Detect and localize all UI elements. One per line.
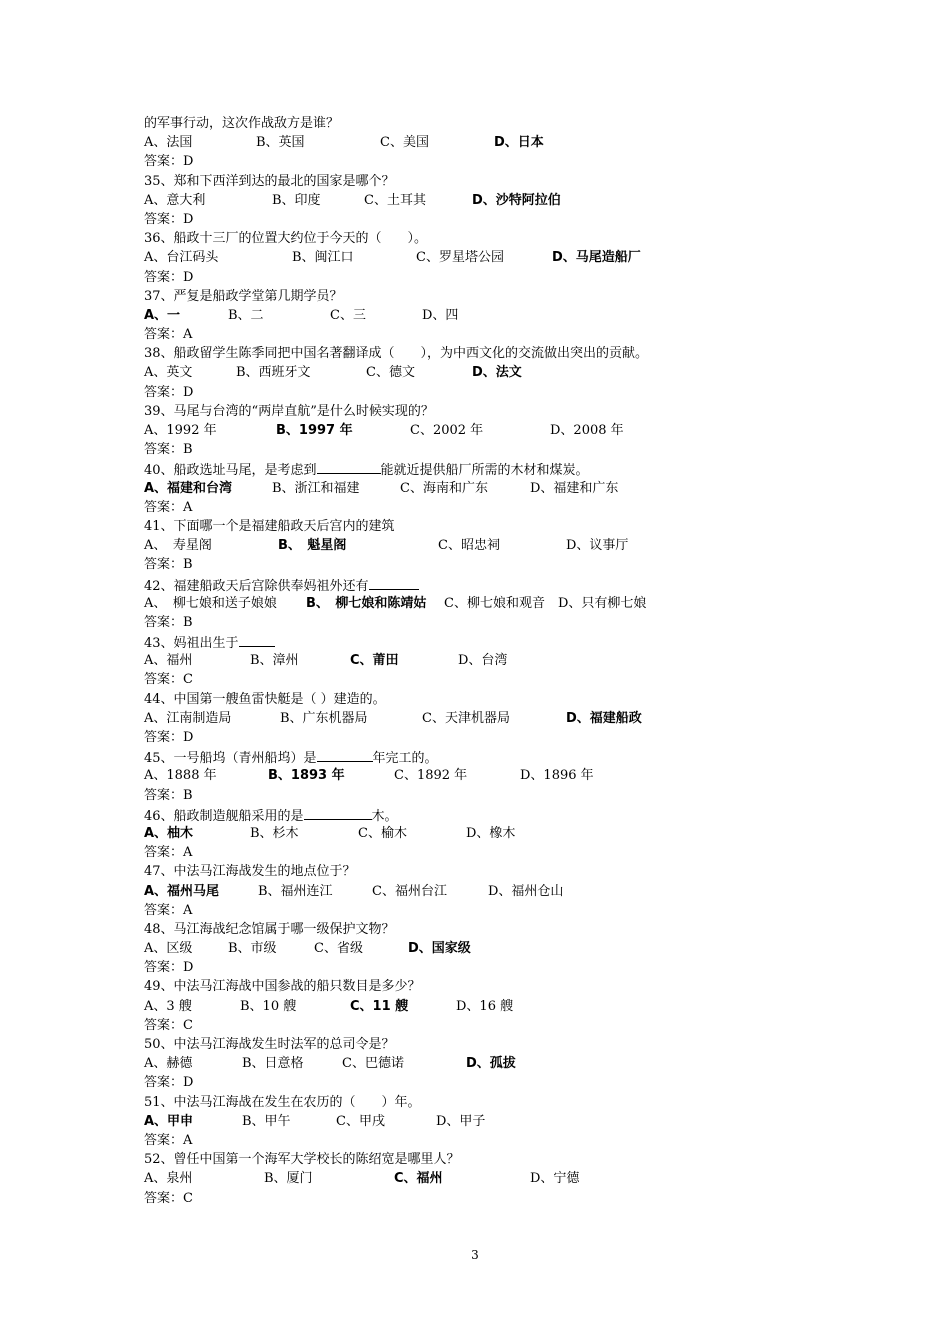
question-text: 52、曾任中国第一个海军大学校长的陈绍宽是哪里人？ (144, 1152, 460, 1168)
option-correct: D、孤拔 (466, 1056, 516, 1072)
option: B、市级 (228, 941, 277, 957)
option-correct: B、 魁星阁 (278, 538, 347, 554)
answer-line (144, 958, 844, 977)
options-row (144, 882, 844, 901)
option: B、杉木 (250, 825, 299, 841)
question-text-post: 年完工的。 (372, 751, 438, 767)
option: C、昭忠祠 (438, 538, 500, 554)
option: D、福州仓山 (488, 883, 564, 899)
option: B、广东机器局 (280, 710, 368, 726)
question-text: 39、马尾与台湾的“两岸直航”是什么时候实现的？ (144, 403, 434, 419)
question-text: 47、中法马江海战发生的地点位于？ (144, 864, 356, 880)
option-correct: C、福州 (394, 1171, 443, 1187)
option-correct: A、福州马尾 (144, 883, 220, 899)
answer-line (144, 1073, 844, 1092)
answer-text: 答案：D (144, 1075, 194, 1091)
question-text: 37、严复是船政学堂第几期学员？ (144, 288, 343, 304)
options-row (144, 191, 844, 210)
option: A、1992 年 (144, 423, 217, 438)
options-row (144, 766, 844, 785)
option: C、福州台江 (372, 883, 447, 899)
options-row (144, 536, 844, 555)
option: B、甲午 (242, 1113, 291, 1129)
options-row (144, 997, 844, 1016)
option: B、厦门 (264, 1171, 313, 1187)
option: C、甲戌 (336, 1113, 385, 1129)
option: A、福州 (144, 653, 193, 669)
option: A、1888 年 (144, 768, 217, 784)
option: A、泉州 (144, 1171, 193, 1187)
option: A、意大利 (144, 192, 206, 208)
question-text-pre: 45、一号船坞（青州船坞）是 (144, 751, 317, 767)
answer-text: 答案：D (144, 211, 194, 227)
answer-text: 答案：D (144, 269, 194, 285)
option: B、闽江口 (292, 250, 354, 266)
option-correct: C、莆田 (350, 653, 399, 669)
option-correct: A、一 (144, 307, 181, 323)
question-text-pre: 40、船政选址马尾，是考虑到 (144, 463, 317, 479)
option: D、甲子 (436, 1113, 486, 1129)
option: C、榆木 (358, 825, 407, 841)
option: B、10 艘 (240, 998, 297, 1014)
question-text: 44、中国第一艘鱼雷快艇是（ ）建造的。 (144, 691, 386, 707)
option: D、橡木 (466, 825, 516, 841)
answer-text: 答案：D (144, 960, 194, 976)
options-row (144, 1169, 844, 1188)
question-stem (144, 402, 844, 421)
option: C、德文 (366, 365, 415, 381)
question-stem (144, 517, 844, 536)
question-stem (144, 287, 844, 306)
fill-blank (369, 575, 419, 590)
option: D、2008 年 (550, 423, 624, 438)
options-row (144, 1054, 844, 1073)
option: A、台江码头 (144, 250, 219, 266)
option-correct: D、马尾造船厂 (552, 250, 641, 266)
options-row (144, 939, 844, 958)
option: A、英文 (144, 365, 193, 381)
option-correct: D、沙特阿拉伯 (472, 192, 561, 208)
question-stem (144, 1150, 844, 1169)
option: C、1892 年 (394, 768, 468, 784)
options-row (144, 594, 844, 613)
option: B、日意格 (242, 1056, 304, 1072)
options-row (144, 1112, 844, 1131)
options-row (144, 709, 844, 728)
answer-line (144, 498, 844, 517)
question-stem (144, 862, 844, 881)
answer-text: 答案：A (144, 845, 193, 861)
answer-text: 答案：D (144, 154, 194, 170)
answer-line (144, 152, 844, 171)
option: B、二 (228, 307, 264, 323)
option: D、台湾 (458, 653, 508, 669)
question-text: 49、中法马江海战中国参战的船只数目是多少？ (144, 979, 421, 995)
options-row (144, 363, 844, 382)
option: D、福建和广东 (530, 480, 619, 496)
fill-blank (304, 805, 372, 820)
option: A、 寿星阁 (144, 538, 212, 554)
answer-line (144, 325, 844, 344)
question-stem (144, 977, 844, 996)
answer-text: 答案：B (144, 442, 193, 458)
option: C、2002 年 (410, 423, 484, 438)
answer-line (144, 440, 844, 459)
option-correct: B、1997 年 (276, 423, 353, 438)
question-text-pre: 42、福建船政天后宫除供奉妈祖外还有 (144, 578, 369, 594)
options-row (144, 824, 844, 843)
option: C、省级 (314, 941, 363, 957)
answer-text: 答案：B (144, 557, 193, 573)
question-stem (144, 172, 844, 191)
answer-line (144, 383, 844, 402)
option-correct: D、日本 (494, 135, 544, 151)
answer-text: 答案：B (144, 787, 193, 803)
answer-text: 答案：A (144, 327, 193, 343)
answer-line (144, 786, 844, 805)
option: B、浙江和福建 (272, 480, 360, 496)
option: A、法国 (144, 135, 193, 151)
question-stem (144, 459, 844, 478)
option-correct: B、1893 年 (268, 768, 345, 784)
fill-blank (317, 747, 373, 762)
answer-line (144, 1016, 844, 1035)
answer-line (144, 210, 844, 229)
answer-text: 答案：D (144, 384, 194, 400)
option: C、天津机器局 (422, 710, 510, 726)
option: D、议事厅 (566, 538, 629, 554)
option: C、三 (330, 307, 366, 323)
answer-text: 答案：A (144, 1132, 193, 1148)
question-stem (144, 920, 844, 939)
question-text: 35、郑和下西洋到达的最北的国家是哪个？ (144, 173, 395, 189)
answer-text: 答案：A (144, 902, 193, 918)
question-stem (144, 575, 844, 594)
option: A、赫德 (144, 1056, 193, 1072)
option: D、16 艘 (456, 998, 514, 1014)
option: A、3 艘 (144, 998, 192, 1014)
option: B、西班牙文 (236, 365, 311, 381)
question-text: 51、中法马江海战在发生在农历的（ ）年。 (144, 1094, 421, 1110)
answer-text: 答案：B (144, 614, 193, 630)
option: A、江南制造局 (144, 710, 232, 726)
answer-line (144, 1189, 844, 1208)
question-stem (144, 344, 844, 363)
option: D、宁德 (530, 1171, 580, 1187)
option: D、1896 年 (520, 768, 594, 784)
answer-line (144, 843, 844, 862)
option: C、海南和广东 (400, 480, 488, 496)
options-row (144, 651, 844, 670)
question-text-pre: 43、妈祖出生于 (144, 636, 239, 652)
option-correct: D、法文 (472, 365, 522, 381)
question-stem (144, 114, 844, 133)
question-stem (144, 1035, 844, 1054)
option: D、四 (422, 307, 459, 323)
option-correct: A、柚木 (144, 825, 194, 841)
question-text-post: 木。 (371, 808, 398, 824)
option: C、巴德诺 (342, 1056, 404, 1072)
options-row (144, 248, 844, 267)
question-stem (144, 229, 844, 248)
question-text: 36、船政十三厂的位置大约位于今天的（ ）。 (144, 231, 428, 247)
answer-line (144, 901, 844, 920)
option-correct: D、国家级 (408, 941, 471, 957)
question-text: 41、下面哪一个是福建船政天后宫内的建筑 (144, 518, 395, 534)
option: B、福州连江 (258, 883, 333, 899)
options-row (144, 479, 844, 498)
answer-line (144, 268, 844, 287)
question-stem (144, 805, 844, 824)
option: C、柳七娘和观音 (444, 595, 545, 611)
option: C、土耳其 (364, 192, 426, 208)
answer-text: 答案：A (144, 499, 193, 515)
option-correct: B、 柳七娘和陈靖姑 (306, 595, 427, 611)
options-row (144, 421, 844, 440)
question-text: 的军事行动，这次作战敌方是谁？ (144, 116, 340, 131)
question-stem (144, 690, 844, 709)
answer-text: 答案：C (144, 672, 193, 688)
option-correct: A、甲申 (144, 1113, 194, 1129)
answer-line (144, 555, 844, 574)
option: B、英国 (256, 135, 305, 151)
answer-line (144, 1131, 844, 1150)
option-correct: A、福建和台湾 (144, 480, 233, 496)
answer-line (144, 728, 844, 747)
page-number: 3 (471, 1248, 479, 1262)
option: C、美国 (380, 135, 429, 151)
answer-text: 答案：C (144, 1190, 193, 1206)
options-row (144, 306, 844, 325)
fill-blank (239, 632, 275, 647)
answer-text: 答案：C (144, 1017, 193, 1033)
question-stem (144, 1093, 844, 1112)
answer-text: 答案：D (144, 730, 194, 745)
option: A、区级 (144, 941, 193, 957)
options-row (144, 133, 844, 152)
fill-blank (317, 459, 381, 474)
question-text-pre: 46、船政制造舰船采用的是 (144, 808, 304, 824)
option: C、罗星塔公园 (416, 250, 504, 266)
option: D、只有柳七娘 (558, 595, 647, 611)
question-text: 50、中法马江海战发生时法军的总司令是？ (144, 1037, 395, 1052)
answer-line (144, 613, 844, 632)
option-correct: C、11 艘 (350, 998, 409, 1014)
answer-line (144, 670, 844, 689)
option: B、漳州 (250, 653, 299, 669)
option-correct: D、福建船政 (566, 710, 642, 726)
question-text: 48、马江海战纪念馆属于哪一级保护文物？ (144, 921, 395, 937)
question-text-post: 能就近提供船厂所需的木材和煤炭。 (380, 463, 589, 479)
question-stem (144, 632, 844, 651)
question-text: 38、船政留学生陈季同把中国名著翻译成（ ），为中西文化的交流做出突出的贡献。 (144, 346, 649, 362)
option: B、印度 (272, 192, 321, 208)
question-list (144, 114, 844, 1208)
option: A、 柳七娘和送子娘娘 (144, 595, 277, 611)
question-stem (144, 747, 844, 766)
